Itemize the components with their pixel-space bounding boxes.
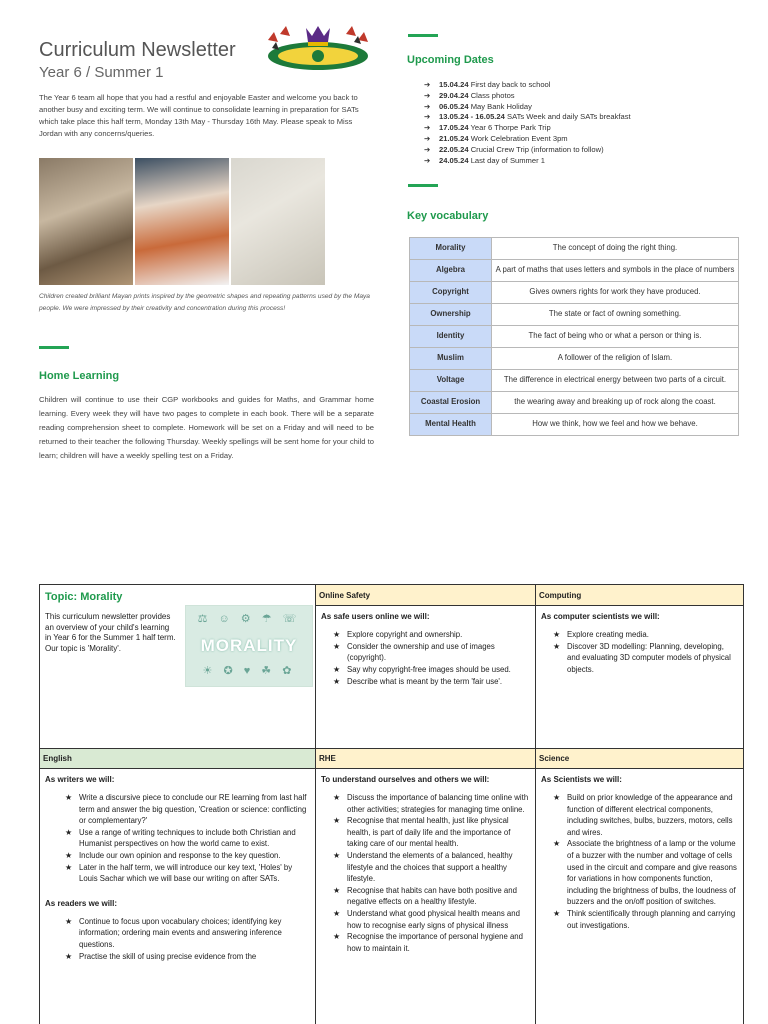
morality-word: MORALITY	[200, 636, 298, 655]
date-event: Crucial Crew Trip (information to follow)	[470, 144, 604, 154]
photo-mayan-prints	[231, 158, 325, 285]
computing-header: Computing	[536, 585, 744, 606]
vocab-term: Coastal Erosion	[410, 392, 492, 414]
arrow-icon: ➔	[424, 101, 431, 111]
list-item: ★ Practise the skill of using precise evidence from the	[67, 951, 310, 963]
photo-strip	[39, 158, 325, 285]
list-item: ★ Write a discursive piece to conclude our RE learning from last half term and answer the big question, 'Creation or science: conflicting or complementary?'	[67, 792, 310, 827]
science-header: Science	[536, 749, 744, 769]
vocab-term: Voltage	[410, 370, 492, 392]
upcoming-date-item	[424, 145, 744, 156]
date-value: 13.05.24 - 16.05.24	[439, 112, 505, 122]
computing-cell	[536, 606, 744, 749]
upcoming-date-item	[424, 123, 744, 134]
arrow-icon: ➔	[424, 144, 431, 154]
online-safety-cell	[316, 606, 536, 749]
vocab-term: Copyright	[410, 282, 492, 304]
arrow-icon: ➔	[424, 133, 431, 143]
divider-vocab	[408, 184, 438, 187]
vocab-definition: The fact of being who or what a person or thing is.	[492, 326, 739, 348]
vocab-row	[410, 282, 739, 304]
arrow-icon: ➔	[424, 90, 431, 100]
english-readers-label: As readers we will:	[45, 898, 118, 908]
vocab-term: Identity	[410, 326, 492, 348]
vocab-term: Algebra	[410, 260, 492, 282]
list-item: ★ Explore copyright and ownership.	[335, 629, 530, 641]
vocab-row	[410, 392, 739, 414]
photo-children-smiling	[135, 158, 229, 285]
online-safety-label: As safe users online we will:	[321, 612, 430, 622]
list-item: ★ Recognise that mental health, just like physical health, is part of daily life and the importance of taking care of our mental health.	[335, 815, 530, 850]
science-cell	[536, 769, 744, 1024]
upcoming-heading: Upcoming Dates	[407, 54, 494, 66]
vocab-table	[409, 237, 739, 436]
vocab-row	[410, 414, 739, 436]
vocab-definition: Gives owners rights for work they have produced.	[492, 282, 739, 304]
morality-icons-top: ⚖ ☺ ⚙ ☂ ☏	[197, 613, 301, 625]
rhe-list	[321, 792, 530, 954]
arrow-icon: ➔	[424, 80, 431, 89]
vocab-term: Muslim	[410, 348, 492, 370]
list-item: ★ Associate the brightness of a lamp or the volume of a buzzer with the number and voltage of cells used in the circuit and compare and give reasons for variations in how components function, including the brightness of bulbs, the loudness of buzzers and the on/off position of switches.	[555, 838, 738, 908]
online-safety-list	[321, 629, 530, 687]
vocab-term: Morality	[410, 238, 492, 260]
date-event: Work Celebration Event 3pm	[470, 133, 568, 143]
topic-title: Topic: Morality	[45, 591, 123, 603]
topic-cell	[40, 585, 316, 749]
date-value: 24.05.24	[439, 155, 469, 165]
arrow-icon: ➔	[424, 155, 431, 165]
vocab-term: Ownership	[410, 304, 492, 326]
vocab-row	[410, 348, 739, 370]
vocab-definition: the wearing away and breaking up of rock along the coast.	[492, 392, 739, 414]
rhe-header: RHE	[316, 749, 536, 769]
english-writers-label: As writers we will:	[45, 775, 115, 784]
list-item: ★ Think scientifically through planning and carrying out investigations.	[555, 908, 738, 931]
intro-paragraph: The Year 6 team all hope that you had a restful and enjoyable Easter and welcome you back to another busy and exciting term. We will continue to consolidate learning in preparation for SATs which take place this half term, Monday 13th May - Thursday 16th May. Please speak to Miss Jordan with any concerns/queries.	[39, 93, 359, 138]
home-learning-text: Children will continue to use their CGP workbooks and guides for Maths, and Grammar home learning. Every week they will have two pages to complete in each book. There will be a separate reading comprehension sheet to complete. Homework will be set on a Friday and will need to be returned to their teacher the following Thursday. Weekly spellings will be sent home for your child to learn; children will have a weekly spelling test on a Friday.	[39, 395, 374, 460]
date-value: 15.04.24	[439, 80, 469, 89]
list-item: ★ Use a range of writing techniques to include both Christian and Humanist perspectives on how the world came to exist.	[67, 827, 310, 850]
computing-label: As computer scientists we will:	[541, 612, 660, 622]
morality-icons-bottom: ☀ ✪ ♥ ☘ ✿	[202, 665, 296, 677]
list-item: ★ Recognise that habits can have both positive and negative effects on a healthy lifestyle.	[335, 885, 530, 908]
date-value: 29.04.24	[439, 90, 469, 100]
home-learning-heading: Home Learning	[39, 370, 120, 382]
upcoming-dates-list	[424, 80, 744, 166]
page-subtitle: Year 6 / Summer 1	[39, 64, 164, 81]
school-logo	[258, 18, 378, 73]
upcoming-date-item	[424, 80, 744, 91]
divider-home-learning	[39, 346, 69, 349]
page-title: Curriculum Newsletter	[39, 39, 236, 61]
date-event: Year 6 Thorpe Park Trip	[470, 123, 551, 133]
science-label: As Scientists we will:	[541, 775, 622, 784]
list-item: ★ Discover 3D modelling: Planning, developing, and evaluating 3D computer models of physical objects.	[555, 641, 738, 676]
list-item: ★ Understand the elements of a balanced, healthy lifestyle and the choices that support a healthy lifestyle.	[335, 850, 530, 885]
rhe-label: To understand ourselves and others we will:	[321, 775, 490, 784]
date-event: First day back to school	[470, 80, 551, 89]
list-item: ★ Build on prior knowledge of the appearance and function of different electrical components, including switches, bulbs, buzzers, motors, cells and wires.	[555, 792, 738, 838]
divider-upcoming	[408, 34, 438, 37]
english-header: English	[40, 749, 316, 769]
arrow-icon: ➔	[424, 123, 431, 133]
vocab-row	[410, 304, 739, 326]
list-item: ★ Recognise the importance of personal hygiene and how to maintain it.	[335, 931, 530, 954]
vocab-definition: A part of maths that uses letters and symbols in the place of numbers	[492, 260, 739, 282]
upcoming-date-item	[424, 134, 744, 145]
date-value: 17.05.24	[439, 123, 469, 133]
date-event: Class photos	[470, 90, 515, 100]
list-item: ★ Describe what is meant by the term 'fair use'.	[335, 676, 530, 688]
english-writers-list	[45, 792, 310, 885]
date-event: SATs Week and daily SATs breakfast	[507, 112, 631, 122]
date-value: 06.05.24	[439, 101, 469, 111]
topic-text: This curriculum newsletter provides an overview of your child's learning in Year 6 for the Summer 1 half term. Our topic is 'Morality'.	[45, 612, 176, 653]
english-readers-list	[45, 916, 310, 962]
vocab-row	[410, 238, 739, 260]
arrow-icon: ➔	[424, 112, 431, 122]
online-safety-header: Online Safety	[316, 585, 536, 606]
photo-child-printing	[39, 158, 133, 285]
rhe-cell	[316, 769, 536, 1024]
list-item: ★ Discuss the importance of balancing time online with other activities; strategies for managing time online.	[335, 792, 530, 815]
vocab-definition: The difference in electrical energy between two parts of a circuit.	[492, 370, 739, 392]
list-item: ★ Explore creating media.	[555, 629, 738, 641]
vocab-definition: The state or fact of owning something.	[492, 304, 739, 326]
curriculum-grid	[39, 584, 744, 1024]
date-event: Last day of Summer 1	[470, 155, 545, 165]
morality-image	[185, 605, 313, 687]
upcoming-date-item	[424, 112, 744, 123]
vocab-row	[410, 326, 739, 348]
upcoming-date-item	[424, 91, 744, 102]
list-item: ★ Say why copyright-free images should be used.	[335, 664, 530, 676]
date-event: May Bank Holiday	[470, 101, 532, 111]
date-value: 21.05.24	[439, 133, 469, 143]
vocab-heading: Key vocabulary	[407, 210, 489, 222]
upcoming-date-item	[424, 156, 744, 167]
list-item: ★ Later in the half term, we will introduce our key text, 'Holes' by Louis Sachar which we will base our writing on after SATs.	[67, 862, 310, 885]
vocab-definition: The concept of doing the right thing.	[492, 238, 739, 260]
upcoming-date-item	[424, 102, 744, 113]
list-item: ★ Include our own opinion and response to the key question.	[67, 850, 310, 862]
vocab-row	[410, 370, 739, 392]
list-item: ★ Continue to focus upon vocabulary choices; identifying key information; ordering main events and answering inference questions.	[67, 916, 310, 951]
science-list	[541, 792, 738, 931]
list-item: ★ Consider the ownership and use of images (copyright).	[335, 641, 530, 664]
vocab-definition: How we think, how we feel and how we behave.	[492, 414, 739, 436]
computing-list	[541, 629, 738, 675]
list-item: ★ Understand what good physical health means and how to recognise early signs of physical illness	[335, 908, 530, 931]
vocab-term: Mental Health	[410, 414, 492, 436]
vocab-row	[410, 260, 739, 282]
photo-caption: Children created brilliant Mayan prints inspired by the geometric shapes and repeating patterns used by the Maya people. We were impressed by their creativity and concentration during this process!	[39, 293, 370, 312]
vocab-definition: A follower of the religion of Islam.	[492, 348, 739, 370]
english-cell	[40, 769, 316, 1024]
date-value: 22.05.24	[439, 144, 469, 154]
